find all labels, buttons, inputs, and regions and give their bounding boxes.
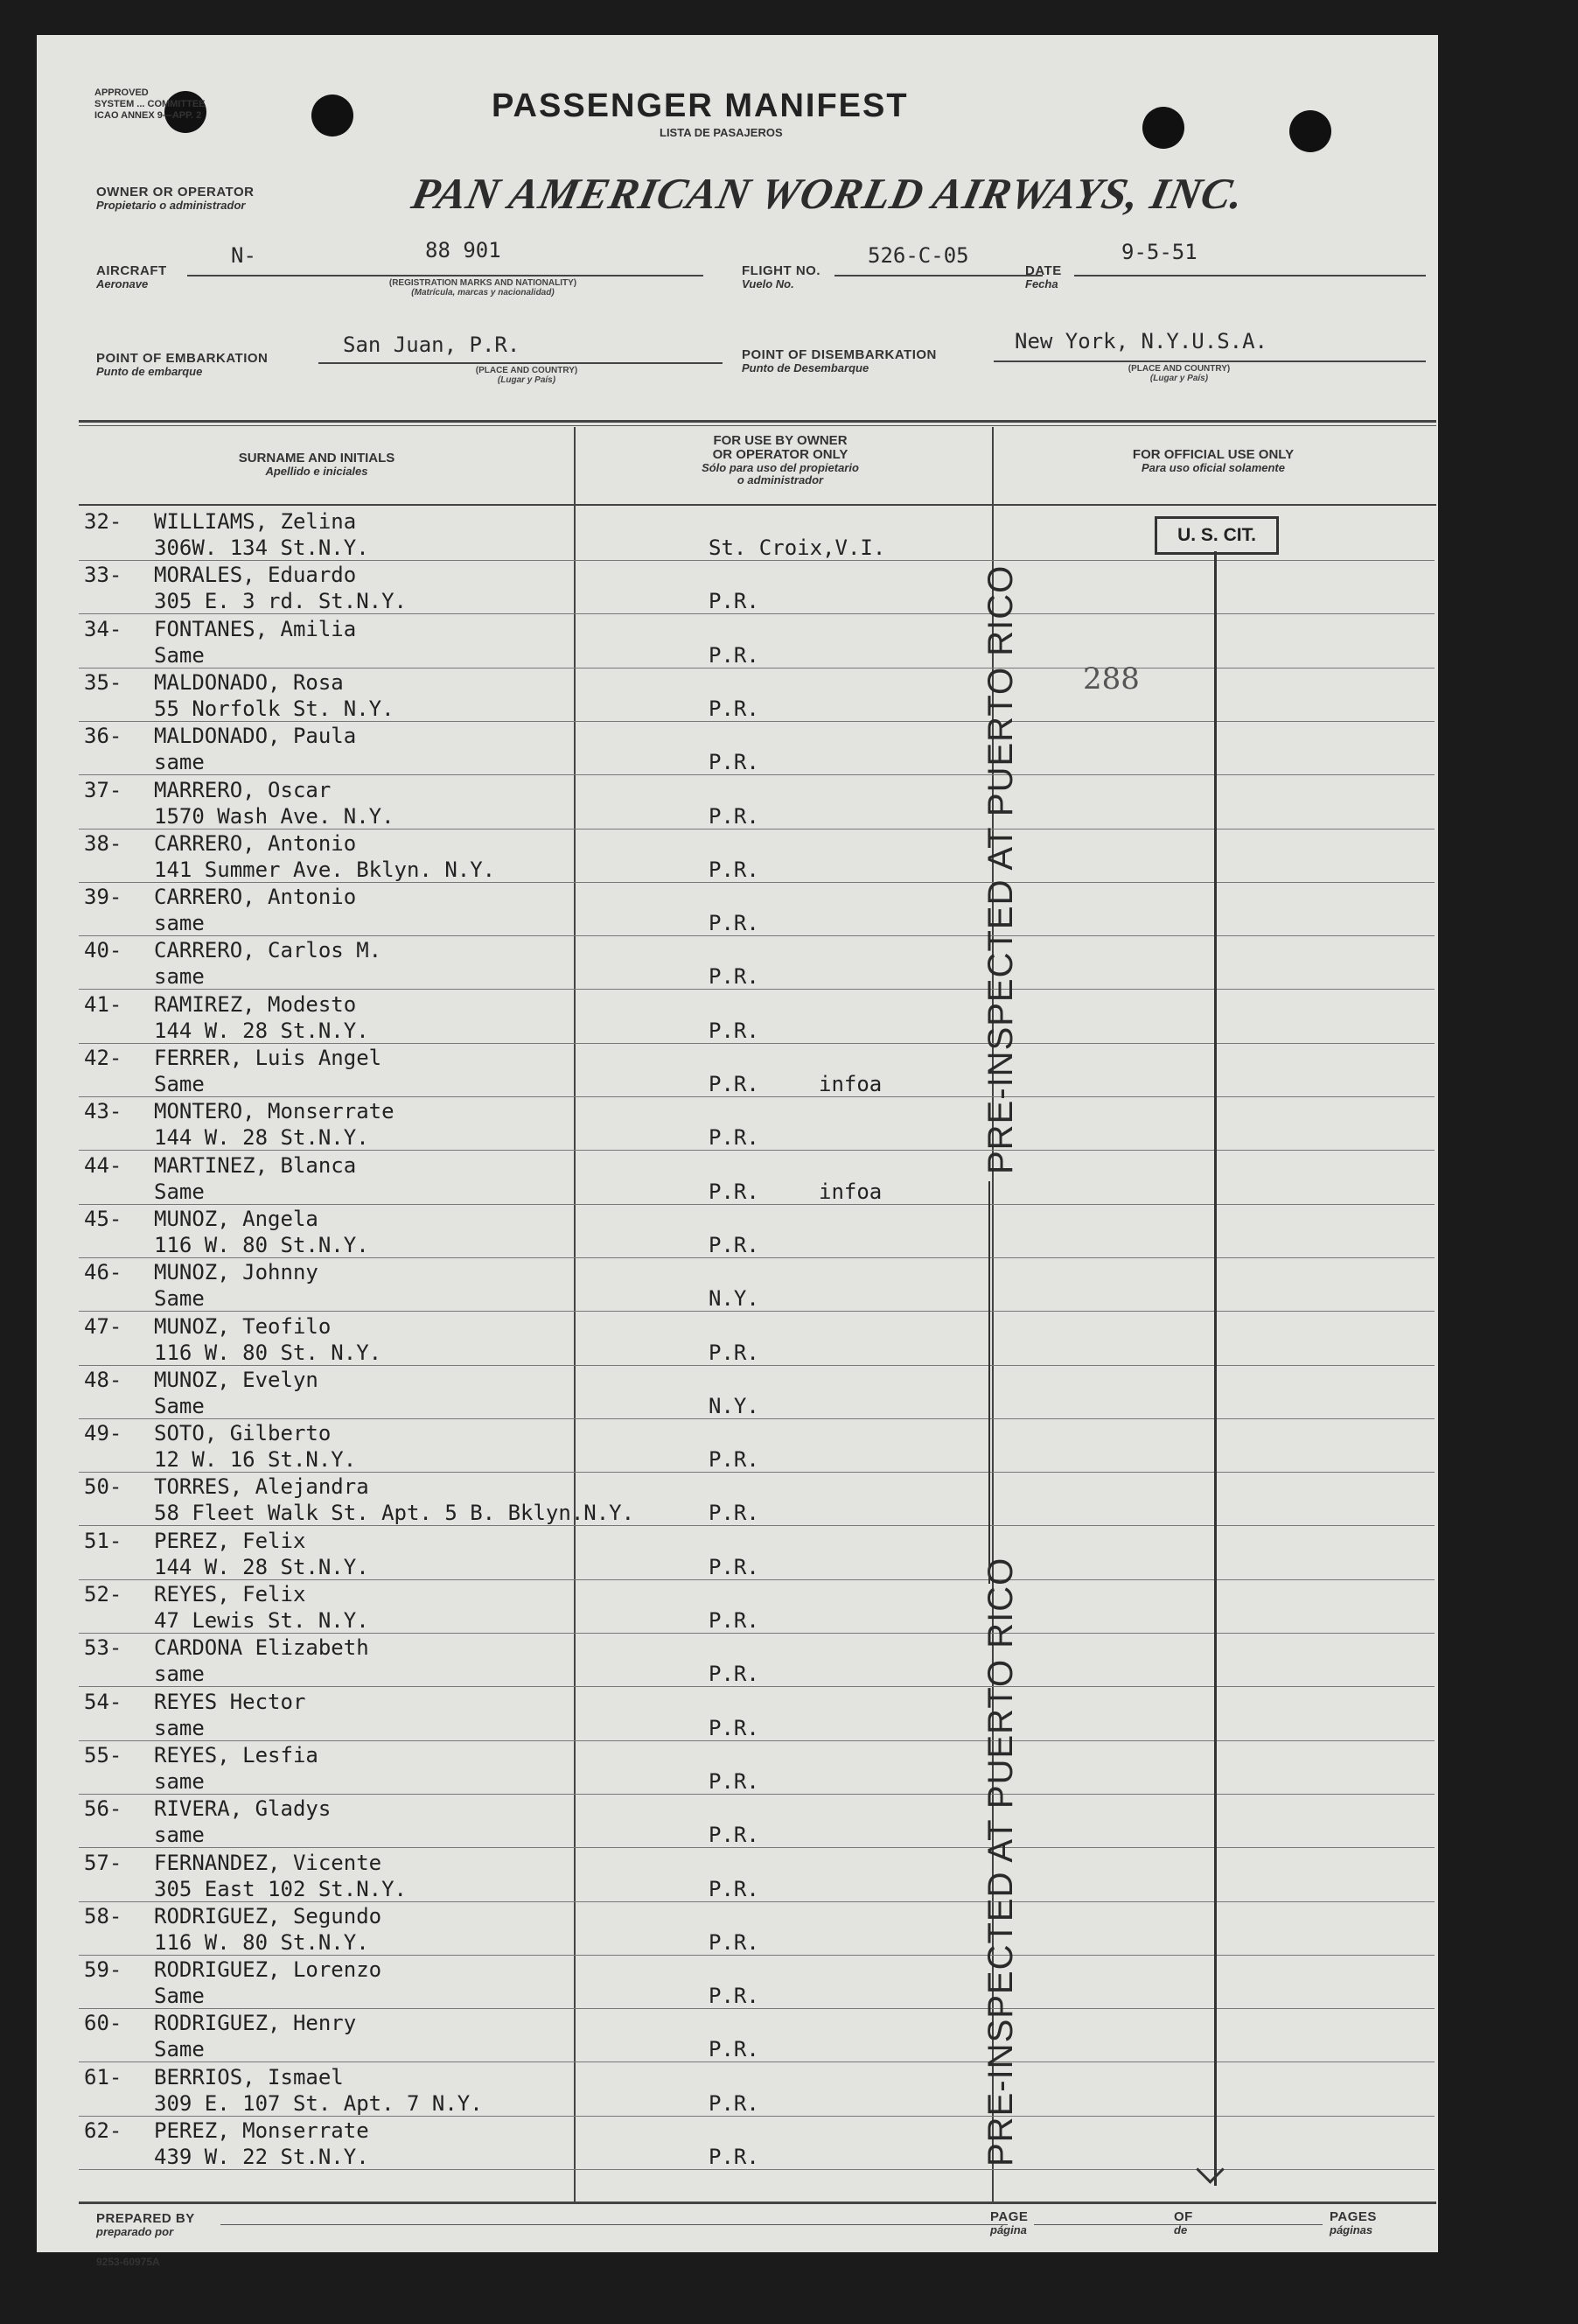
passenger-address: 306W. 134 St.N.Y. <box>154 536 369 560</box>
passenger-destination: P.R. <box>709 1072 759 1096</box>
preinspected-stamp: PRE-INSPECTED AT PUERTO RICO <box>981 1557 1020 2166</box>
table-top-rule-2 <box>79 425 1436 426</box>
ditto-arrow-line <box>1214 551 1217 2186</box>
passenger-destination: P.R. <box>709 589 759 614</box>
passenger-destination: P.R. <box>709 642 759 668</box>
passenger-number: 32- <box>84 509 122 534</box>
passenger-note: infoa <box>819 1179 883 1204</box>
passenger-name: FERRER, Luis Angel <box>154 1046 382 1070</box>
passenger-number: 55- <box>84 1742 122 1768</box>
passenger-destination: P.R. <box>709 1340 759 1365</box>
passenger-name: RAMIREZ, Modesto <box>154 991 357 1017</box>
column-header-surname: SURNAME AND INITIALS Apellido e iniciales <box>238 451 395 478</box>
ditto-line <box>988 1181 990 1584</box>
owner-label: OWNER OR OPERATOR Propietario o administrador <box>96 185 255 212</box>
passenger-name: MUNOZ, Johnny <box>154 1260 318 1285</box>
table-row <box>37 1580 1438 1634</box>
table-row <box>37 1205 1438 1258</box>
passenger-name: RODRIGUEZ, Henry <box>154 2011 357 2036</box>
passenger-number: 47- <box>84 1313 122 1339</box>
embarkation-underline <box>318 362 723 364</box>
passenger-address: 12 W. 16 St.N.Y. <box>154 1447 357 1473</box>
table-row <box>37 1527 1438 1580</box>
passenger-name: CARRERO, Carlos M. <box>154 938 382 963</box>
passenger-number: 43- <box>84 1099 122 1124</box>
passenger-name: MUNOZ, Angela <box>154 1206 318 1231</box>
passenger-destination: N.Y. <box>709 1393 759 1418</box>
passenger-name: CARRERO, Antonio <box>154 885 357 910</box>
passenger-number: 58- <box>84 1903 122 1928</box>
passenger-number: 50- <box>84 1474 122 1500</box>
passenger-address: Same <box>154 1286 205 1312</box>
passenger-address: same <box>154 911 205 936</box>
passenger-destination: P.R. <box>709 1447 759 1473</box>
passenger-destination: P.R. <box>709 1823 759 1848</box>
passenger-number: 51- <box>84 1528 122 1553</box>
passenger-address: Same <box>154 1072 205 1096</box>
passenger-number: 33- <box>84 563 122 588</box>
passenger-number: 39- <box>84 885 122 910</box>
passenger-number: 40- <box>84 938 122 963</box>
passenger-note: infoa <box>819 1072 883 1096</box>
passenger-address: 141 Summer Ave. Bklyn. N.Y. <box>154 857 496 882</box>
disembarkation-caption: (PLACE AND COUNTRY) (Lugar y País) <box>1128 364 1231 383</box>
passenger-name: FONTANES, Amilia <box>154 616 357 641</box>
page-underline <box>1034 2224 1323 2225</box>
passenger-address: same <box>154 964 205 990</box>
flight-underline <box>834 275 1043 276</box>
passenger-destination: P.R. <box>709 2090 759 2116</box>
table-row <box>37 1097 1438 1151</box>
passenger-destination: P.R. <box>709 1501 759 1526</box>
date-underline <box>1074 275 1426 276</box>
passenger-destination: P.R. <box>709 1018 759 1043</box>
passenger-number: 59- <box>84 1957 122 1983</box>
table-row <box>37 561 1438 614</box>
passenger-destination: P.R. <box>709 857 759 882</box>
table-row <box>37 1473 1438 1526</box>
passenger-name: PEREZ, Monserrate <box>154 2118 369 2143</box>
disembarkation-label: POINT OF DISEMBARKATION Punto de Desembarque <box>742 347 937 374</box>
passenger-number: 49- <box>84 1421 122 1446</box>
table-row <box>37 1634 1438 1687</box>
passenger-destination: P.R. <box>709 1232 759 1257</box>
passenger-destination: P.R. <box>709 696 759 721</box>
punch-hole <box>311 94 353 136</box>
table-row <box>37 830 1438 883</box>
passenger-name: CARRERO, Antonio <box>154 830 357 856</box>
passenger-destination: P.R. <box>709 1715 759 1740</box>
passenger-name: MALDONADO, Rosa <box>154 669 344 695</box>
prepared-by-underline <box>220 2224 1008 2225</box>
passenger-address: 47 Lewis St. N.Y. <box>154 1608 369 1633</box>
passenger-number: 34- <box>84 616 122 641</box>
passenger-address: Same <box>154 1179 205 1204</box>
aircraft-prefix: N- <box>231 243 256 268</box>
aircraft-label: AIRCRAFT Aeronave <box>96 263 167 290</box>
passenger-name: RODRIGUEZ, Lorenzo <box>154 1957 382 1983</box>
table-row <box>37 722 1438 775</box>
passenger-name: MARRERO, Oscar <box>154 777 332 802</box>
passenger-address: 305 East 102 St.N.Y. <box>154 1876 407 1901</box>
passenger-number: 46- <box>84 1260 122 1285</box>
table-row <box>37 1152 1438 1205</box>
table-row <box>37 1795 1438 1848</box>
owner-value: PAN AMERICAN WORLD AIRWAYS, INC. <box>408 169 1249 218</box>
passenger-address: 144 W. 28 St.N.Y. <box>154 1554 369 1579</box>
passenger-name: MUNOZ, Teofilo <box>154 1313 332 1339</box>
passenger-address: same <box>154 1768 205 1794</box>
page-subtitle: LISTA DE PASAJEROS <box>660 126 783 139</box>
embarkation-label: POINT OF EMBARKATION Punto de embarque <box>96 351 269 378</box>
passenger-number: 48- <box>84 1367 122 1392</box>
passenger-number: 62- <box>84 2118 122 2143</box>
aircraft-underline <box>187 275 703 276</box>
passenger-destination: P.R. <box>709 1662 759 1687</box>
passenger-address: same <box>154 1715 205 1740</box>
passenger-destination: P.R. <box>709 1125 759 1151</box>
preinspected-stamp: PRE-INSPECTED AT PUERTO RICO <box>981 564 1020 1174</box>
us-citizen-stamp: U. S. CIT. <box>1155 516 1279 555</box>
passenger-name: TORRES, Alejandra <box>154 1474 369 1500</box>
passenger-address: same <box>154 750 205 775</box>
flight-number: 526-C-05 <box>868 243 969 268</box>
aircraft-caption: (REGISTRATION MARKS AND NATIONALITY) (Matrícula, marcas y nacionalidad) <box>388 278 577 298</box>
passenger-name: SOTO, Gilberto <box>154 1421 332 1446</box>
passenger-address: 55 Norfolk St. N.Y. <box>154 696 394 721</box>
passenger-address: 144 W. 28 St.N.Y. <box>154 1018 369 1043</box>
passenger-destination: P.R. <box>709 1984 759 2009</box>
passenger-address: Same <box>154 1984 205 2009</box>
passenger-number: 53- <box>84 1635 122 1661</box>
table-row <box>37 1956 1438 2009</box>
punch-hole <box>1142 107 1184 149</box>
passenger-name: RODRIGUEZ, Segundo <box>154 1903 382 1928</box>
passenger-number: 56- <box>84 1796 122 1822</box>
passenger-number: 57- <box>84 1850 122 1875</box>
passenger-name: MONTERO, Monserrate <box>154 1099 394 1124</box>
table-row <box>37 1258 1438 1312</box>
punch-hole <box>1289 110 1331 152</box>
passenger-destination: P.R. <box>709 2145 759 2169</box>
passenger-number: 42- <box>84 1046 122 1070</box>
aircraft-registration: 88 901 <box>425 238 501 262</box>
passenger-number: 36- <box>84 724 122 749</box>
table-row <box>37 990 1438 1044</box>
row-rule <box>79 2169 1435 2170</box>
passenger-name: WILLIAMS, Zelina <box>154 509 357 534</box>
table-row <box>37 1902 1438 1956</box>
header-bottom-rule <box>79 504 1436 506</box>
table-row <box>37 1419 1438 1473</box>
passenger-address: same <box>154 1823 205 1848</box>
column-header-owner-use: FOR USE BY OWNER OR OPERATOR ONLY Sólo para uso del propietario o administrador <box>702 433 859 486</box>
passenger-address: 309 E. 107 St. Apt. 7 N.Y. <box>154 2090 483 2116</box>
passenger-number: 35- <box>84 669 122 695</box>
passenger-name: PEREZ, Felix <box>154 1528 306 1553</box>
table-row <box>37 2063 1438 2117</box>
disembarkation-underline <box>994 360 1426 362</box>
manifest-page <box>37 35 1438 2268</box>
passenger-address: Same <box>154 642 205 668</box>
passenger-address: same <box>154 1662 205 1687</box>
passenger-number: 41- <box>84 991 122 1017</box>
table-row <box>37 776 1438 830</box>
passenger-destination: P.R. <box>709 1929 759 1955</box>
passenger-address: Same <box>154 2037 205 2062</box>
passenger-address: 144 W. 28 St.N.Y. <box>154 1125 369 1151</box>
table-row <box>37 2009 1438 2062</box>
passenger-destination: P.R. <box>709 911 759 936</box>
passenger-destination: P.R. <box>709 750 759 775</box>
form-code: 9253-60975A <box>96 2256 160 2268</box>
passenger-name: BERRIOS, Ismael <box>154 2064 344 2090</box>
page-title: PASSENGER MANIFEST <box>492 88 909 124</box>
passenger-number: 52- <box>84 1582 122 1606</box>
table-row <box>37 1849 1438 1902</box>
of-label: OF de <box>1174 2209 1193 2236</box>
passenger-destination: P.R. <box>709 1768 759 1794</box>
disembarkation-value: New York, N.Y.U.S.A. <box>1015 329 1267 354</box>
pages-label: PAGES páginas <box>1330 2209 1377 2236</box>
passenger-destination: P.R. <box>709 964 759 990</box>
passenger-number: 38- <box>84 830 122 856</box>
passenger-address: 58 Fleet Walk St. Apt. 5 B. Bklyn.N.Y. <box>154 1501 635 1526</box>
table-row <box>37 668 1438 722</box>
passenger-address: 439 W. 22 St.N.Y. <box>154 2145 369 2169</box>
passenger-number: 54- <box>84 1689 122 1714</box>
passenger-address: 305 E. 3 rd. St.N.Y. <box>154 589 407 614</box>
embarkation-value: San Juan, P.R. <box>343 332 520 357</box>
passenger-name: MORALES, Eduardo <box>154 563 357 588</box>
table-row <box>37 1688 1438 1741</box>
passenger-name: MALDONADO, Paula <box>154 724 357 749</box>
passenger-destination: P.R. <box>709 1179 759 1204</box>
passenger-address: 116 W. 80 St. N.Y. <box>154 1340 382 1365</box>
table-row <box>37 615 1438 668</box>
passenger-destination: N.Y. <box>709 1286 759 1312</box>
date-label: DATE Fecha <box>1025 263 1062 290</box>
passenger-destination: P.R. <box>709 1876 759 1901</box>
passenger-name: REYES, Lesfia <box>154 1742 318 1768</box>
prepared-by-label: PREPARED BY preparado por <box>96 2211 195 2238</box>
table-row <box>37 936 1438 990</box>
passenger-name: REYES Hector <box>154 1689 306 1714</box>
footer-rule <box>79 2202 1436 2204</box>
table-row <box>37 1366 1438 1419</box>
passenger-name: FERNANDEZ, Vicente <box>154 1850 382 1875</box>
passenger-name: RIVERA, Gladys <box>154 1796 332 1822</box>
passenger-destination: P.R. <box>709 1554 759 1579</box>
passenger-address: 1570 Wash Ave. N.Y. <box>154 803 394 829</box>
passenger-number: 60- <box>84 2011 122 2036</box>
flight-label: FLIGHT NO. Vuelo No. <box>742 263 820 290</box>
column-header-official-use: FOR OFFICIAL USE ONLY Para uso oficial solamente <box>1132 447 1295 474</box>
passenger-destination: P.R. <box>709 803 759 829</box>
passenger-number: 61- <box>84 2064 122 2090</box>
passenger-name: CARDONA Elizabeth <box>154 1635 369 1661</box>
table-row <box>37 1312 1438 1366</box>
passenger-address: 116 W. 80 St.N.Y. <box>154 1232 369 1257</box>
passenger-number: 44- <box>84 1152 122 1178</box>
official-number: 288 <box>1083 662 1140 696</box>
approval-note: APPROVED SYSTEM ... COMMITTEE ICAO ANNEX 9—APP. 2 <box>94 88 206 121</box>
passenger-name: REYES, Felix <box>154 1582 306 1606</box>
passenger-destination: P.R. <box>709 2037 759 2062</box>
page-label: PAGE página <box>990 2209 1029 2236</box>
passenger-destination: St. Croix,V.I. <box>709 536 886 560</box>
table-top-rule <box>79 420 1436 423</box>
table-row <box>37 883 1438 936</box>
table-row <box>37 2117 1438 2170</box>
passenger-name: MUNOZ, Evelyn <box>154 1367 318 1392</box>
table-row <box>37 1044 1438 1097</box>
embarkation-caption: (PLACE AND COUNTRY) (Lugar y País) <box>475 366 578 385</box>
passenger-address: 116 W. 80 St.N.Y. <box>154 1929 369 1955</box>
passenger-address: Same <box>154 1393 205 1418</box>
flight-date: 9-5-51 <box>1121 240 1197 264</box>
passenger-number: 37- <box>84 777 122 802</box>
passenger-name: MARTINEZ, Blanca <box>154 1152 357 1178</box>
passenger-number: 45- <box>84 1206 122 1231</box>
table-row <box>37 1741 1438 1795</box>
passenger-destination: P.R. <box>709 1608 759 1633</box>
